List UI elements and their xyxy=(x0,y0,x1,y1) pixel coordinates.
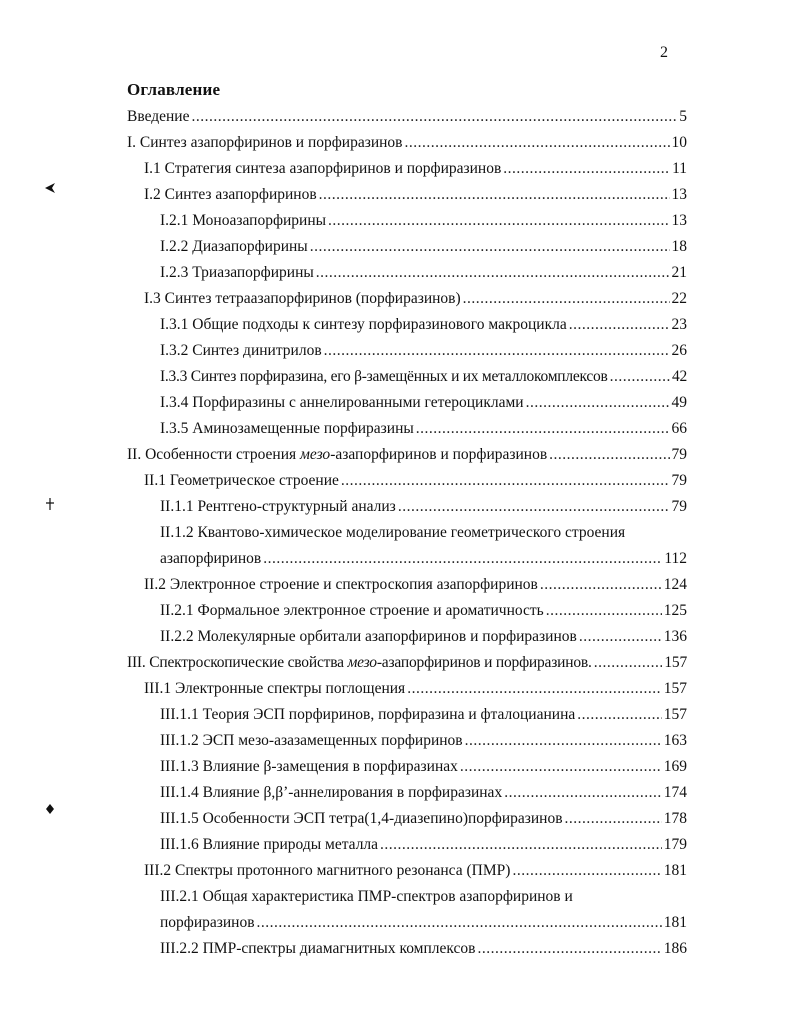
toc-entry-page: 21 xyxy=(671,264,687,281)
toc-entry-label: порфиразинов xyxy=(160,914,255,931)
toc-entry[interactable] xyxy=(144,679,687,699)
toc-entry-page: 23 xyxy=(671,316,687,333)
toc-entry-label: Введение xyxy=(127,108,190,125)
scan-mark-icon xyxy=(44,803,56,815)
toc-entry[interactable] xyxy=(160,393,687,413)
toc-entry[interactable] xyxy=(144,185,687,205)
toc-entry-label: II.2.1 Формальное электронное строение и ароматичность xyxy=(160,602,544,619)
toc-entry-label: III.1 Электронные спектры поглощения xyxy=(144,680,406,697)
toc-entry-label: III.1.5 Особенности ЭСП тетра(1,4-диазепино)порфиразинов xyxy=(160,810,563,827)
toc-entry[interactable] xyxy=(127,653,687,673)
toc-entry-label: II.1 Геометрическое строение xyxy=(144,472,339,489)
toc-entry-page: 163 xyxy=(663,732,687,749)
toc-entry-label: II. Особенности строения мезо-азапорфиринов и порфиразинов xyxy=(127,446,548,463)
toc-entry-page: 11 xyxy=(672,160,687,177)
toc-entry[interactable] xyxy=(144,289,687,309)
toc-entry[interactable] xyxy=(160,263,687,283)
toc-entry-label: I.3 Синтез тетраазапорфиринов (порфиразинов) xyxy=(144,290,461,307)
toc-entry[interactable] xyxy=(160,497,687,517)
toc-entry-page: 181 xyxy=(663,914,687,931)
toc-entry-page: 66 xyxy=(671,420,687,437)
toc-entry[interactable] xyxy=(144,861,687,881)
toc-entry[interactable] xyxy=(160,419,687,439)
toc-entry-page: 10 xyxy=(671,134,687,151)
toc-entry-label-line1[interactable]: II.1.2 Квантово-химическое моделирование геометрического строения xyxy=(160,524,626,541)
toc-entry-label: I.2.1 Моноазапорфирины xyxy=(160,212,327,229)
toc-entry-page: 157 xyxy=(664,654,687,671)
toc-title: Оглавление xyxy=(127,80,221,99)
toc-entry-page: 157 xyxy=(663,706,687,723)
toc-entry-label: I.3.4 Порфиразины с аннелированными гетероциклами xyxy=(160,394,524,411)
toc-entry-label: I. Синтез азапорфиринов и порфиразинов xyxy=(127,134,403,151)
toc-entry-label: III.1.3 Влияние β-замещения в порфиразинах xyxy=(160,758,458,775)
toc-entry[interactable] xyxy=(160,757,687,777)
toc-entry-label: I.2.2 Диазапорфирины xyxy=(160,238,308,255)
toc-entry[interactable] xyxy=(160,939,687,959)
toc-entry-label: III.1.4 Влияние β,β’-аннелирования в порфиразинах xyxy=(160,784,503,801)
toc-entry-label: I.2.3 Триазапорфирины xyxy=(160,264,314,281)
toc-entry[interactable] xyxy=(160,731,687,751)
toc-entry-label: II.2 Электронное строение и спектроскопия азапорфиринов xyxy=(144,576,538,593)
toc-entry[interactable] xyxy=(160,783,687,803)
toc-entry-page: 179 xyxy=(663,836,687,853)
toc-entry-label-line1[interactable]: III.2.1 Общая характеристика ПМР-спектров азапорфиринов и xyxy=(160,888,573,905)
toc-entry[interactable] xyxy=(127,133,687,153)
toc-entry-page: 174 xyxy=(663,784,687,801)
toc-entry-label: III.2 Спектры протонного магнитного резонанса (ПМР) xyxy=(144,862,511,879)
toc-entry-label: I.2 Синтез азапорфиринов xyxy=(144,186,317,203)
toc-entry[interactable] xyxy=(160,627,687,647)
toc-entry-label: III.2.2 ПМР-спектры диамагнитных комплексов xyxy=(160,940,476,957)
toc-entry-label: III.1.1 Теория ЭСП порфиринов, порфиразина и фталоцианина xyxy=(160,706,576,723)
toc-entry-page: 186 xyxy=(663,940,687,957)
toc-entry-label: I.3.5 Аминозамещенные порфиразины xyxy=(160,420,414,437)
toc-entry-page: 26 xyxy=(671,342,687,359)
toc-entry-page: 18 xyxy=(671,238,687,255)
toc-entry-page: 5 xyxy=(679,108,687,125)
toc-entry[interactable] xyxy=(127,107,687,127)
toc-entry-page: 181 xyxy=(663,862,687,879)
toc-entry[interactable] xyxy=(160,601,687,621)
toc-entry-page: 42 xyxy=(672,368,687,385)
toc-entry[interactable] xyxy=(144,575,687,595)
toc-entry[interactable] xyxy=(160,913,687,933)
toc-entry-page: 49 xyxy=(671,394,687,411)
toc-entry[interactable] xyxy=(160,341,687,361)
toc-entry-page: 22 xyxy=(671,290,687,307)
toc-entry[interactable] xyxy=(144,159,687,179)
toc-entry-page: 79 xyxy=(671,446,687,463)
toc-entry-label: I.3.1 Общие подходы к синтезу порфиразинового макроцикла xyxy=(160,316,567,333)
page-number: 2 xyxy=(660,44,668,61)
toc-entry-page: 169 xyxy=(663,758,687,775)
toc-entry-label: III.1.2 ЭСП мезо-азазамещенных порфиринов xyxy=(160,732,463,749)
toc-entry[interactable] xyxy=(144,471,687,491)
toc-entry-page: 124 xyxy=(663,576,687,593)
toc-entry-page: 157 xyxy=(663,680,687,697)
toc-entry-label: азапорфиринов xyxy=(160,550,262,567)
toc-entry-page: 178 xyxy=(663,810,687,827)
toc-entry[interactable] xyxy=(127,445,687,465)
toc-entry-label: II.2.2 Молекулярные орбитали азапорфиринов и порфиразинов xyxy=(160,628,577,645)
toc-entry-page: 13 xyxy=(671,186,687,203)
toc-entry-page: 79 xyxy=(671,472,687,489)
toc-entry-label: I.3.3 Синтез порфиразина, его β-замещённых и их металлокомплексов xyxy=(160,368,608,385)
toc-entry[interactable] xyxy=(160,705,687,725)
toc-entry[interactable] xyxy=(160,835,687,855)
scan-mark-icon xyxy=(44,182,56,194)
toc-entry[interactable] xyxy=(160,549,687,569)
toc-entry-page: 112 xyxy=(664,550,687,567)
toc-entry-page: 79 xyxy=(671,498,687,515)
toc-entry[interactable] xyxy=(160,211,687,231)
toc-entry-label: III.1.6 Влияние природы металла xyxy=(160,836,379,853)
toc-entry-page: 13 xyxy=(671,212,687,229)
toc-entry[interactable] xyxy=(160,237,687,257)
toc-entry[interactable] xyxy=(160,809,687,829)
toc-entry-label: I.1 Стратегия синтеза азапорфиринов и порфиразинов xyxy=(144,160,502,177)
toc-entry-page: 136 xyxy=(663,628,687,645)
toc-entry[interactable] xyxy=(160,367,687,387)
toc-entry[interactable] xyxy=(160,315,687,335)
scan-mark-icon xyxy=(44,498,56,510)
toc-entry-label: I.3.2 Синтез динитрилов xyxy=(160,342,322,359)
toc-entry-page: 125 xyxy=(663,602,687,619)
toc-entry-label: III. Спектроскопические свойства мезо-азапорфиринов и порфиразинов. xyxy=(127,654,592,671)
toc-entry-label: II.1.1 Рентгено-структурный анализ xyxy=(160,498,396,515)
